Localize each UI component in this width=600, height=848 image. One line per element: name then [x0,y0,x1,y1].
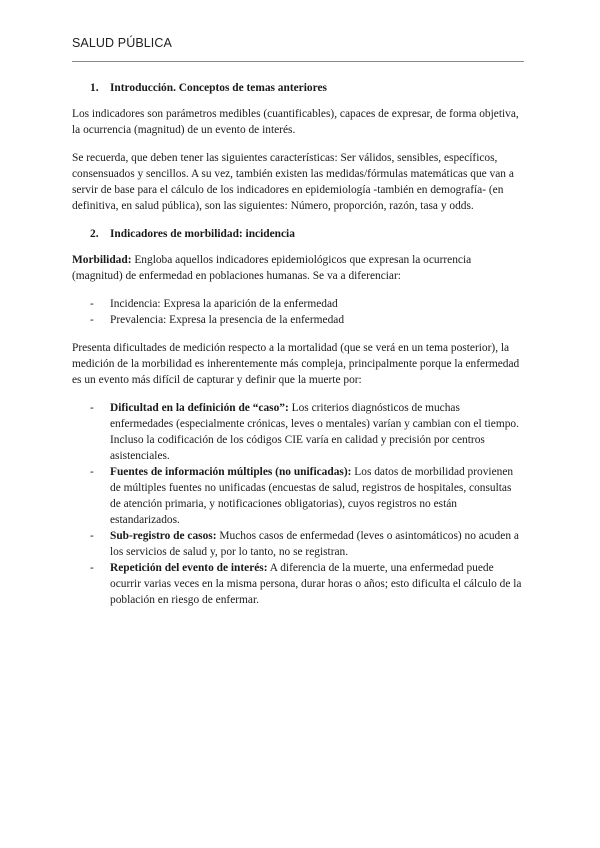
section-1-paragraph-2: Se recuerda, que deben tener las siguientes características: Ser válidos, sensibles, específicos, consensuados y sencillos. A su vez, también existen las medidas/fórmulas matemáticas que van a servir de base para el cálculo de los indicadores en epidemiología -también en demografía- (en definitiva, en salud pública), son las siguientes: Número, proporción, razón, tasa y odds. [72,152,514,212]
list-item-term: Sub-registro de casos: [110,530,217,542]
dash-marker: - [90,466,94,478]
page-header-title: SALUD PÚBLICA [72,36,172,50]
incidence-prevalence-list [72,296,524,328]
dash-marker: - [90,530,94,542]
list-item-term: Dificultad en la definición de “caso”: [110,402,289,414]
section-1-paragraph-1: Los indicadores son parámetros medibles (cuantificables), capaces de expresar, de forma objetiva, la ocurrencia (magnitud) de un evento de interés. [72,108,519,136]
list-item [72,400,524,464]
section-1-number: 1. [90,82,99,94]
header-divider [72,61,524,62]
morbilidad-term: Morbilidad: [72,254,132,266]
section-1-title: Introducción. Conceptos de temas anteriores [110,82,327,94]
section-1-heading [72,80,524,96]
list-item-text: Incidencia: Expresa la aparición de la enfermedad [110,298,338,310]
difficulties-paragraph: Presenta dificultades de medición respecto a la mortalidad (que se verá en un tema posterior), la medición de la morbilidad es inherentemente más compleja, principalmente porque la enfermedad es un evento más difícil de capturar y definir que la muerte por: [72,342,520,386]
list-item-text: A diferencia de la muerte, una enfermedad puede ocurrir varias veces en la misma persona, durar horas o años; esto dificulta el cálculo de la población en riesgo de enfermar. [110,562,522,606]
list-item-term: Repetición del evento de interés: [110,562,268,574]
list-item [72,560,524,608]
morbilidad-text: Engloba aquellos indicadores epidemiológicos que expresan la ocurrencia (magnitud) de enfermedad en poblaciones humanas. Se va a diferenciar: [72,254,472,282]
section-2-heading [72,226,524,242]
list-item [72,296,524,312]
list-item [72,312,524,328]
section-2-number: 2. [90,228,99,240]
list-item-text: Muchos casos de enfermedad (leves o asintomáticos) no acuden a los servicios de salud y, por lo tanto, no se registran. [110,530,519,558]
dash-marker: - [90,298,94,310]
section-2-title: Indicadores de morbilidad: incidencia [110,228,295,240]
difficulties-list [72,400,524,608]
list-item-text: Los criterios diagnósticos de muchas enfermedades (especialmente crónicas, leves o mentales) varían y cambian con el tiempo. Incluso la codificación de los códigos CIE varía en calidad y precisión por centros asistenciales. [110,402,519,462]
document-body [72,80,524,620]
morbilidad-definition [72,252,524,284]
dash-marker: - [90,402,94,414]
dash-marker: - [90,314,94,326]
list-item [72,464,524,528]
list-item-text: Prevalencia: Expresa la presencia de la enfermedad [110,314,345,326]
list-item-term: Fuentes de información múltiples (no unificadas): [110,466,352,478]
dash-marker: - [90,562,94,574]
list-item [72,528,524,560]
list-item-text: Los datos de morbilidad provienen de múltiples fuentes no unificadas (encuestas de salud, registros de hospitales, consultas de atención primaria, y notificaciones obligatorias), cuyos registros no están estandarizados. [110,466,514,526]
